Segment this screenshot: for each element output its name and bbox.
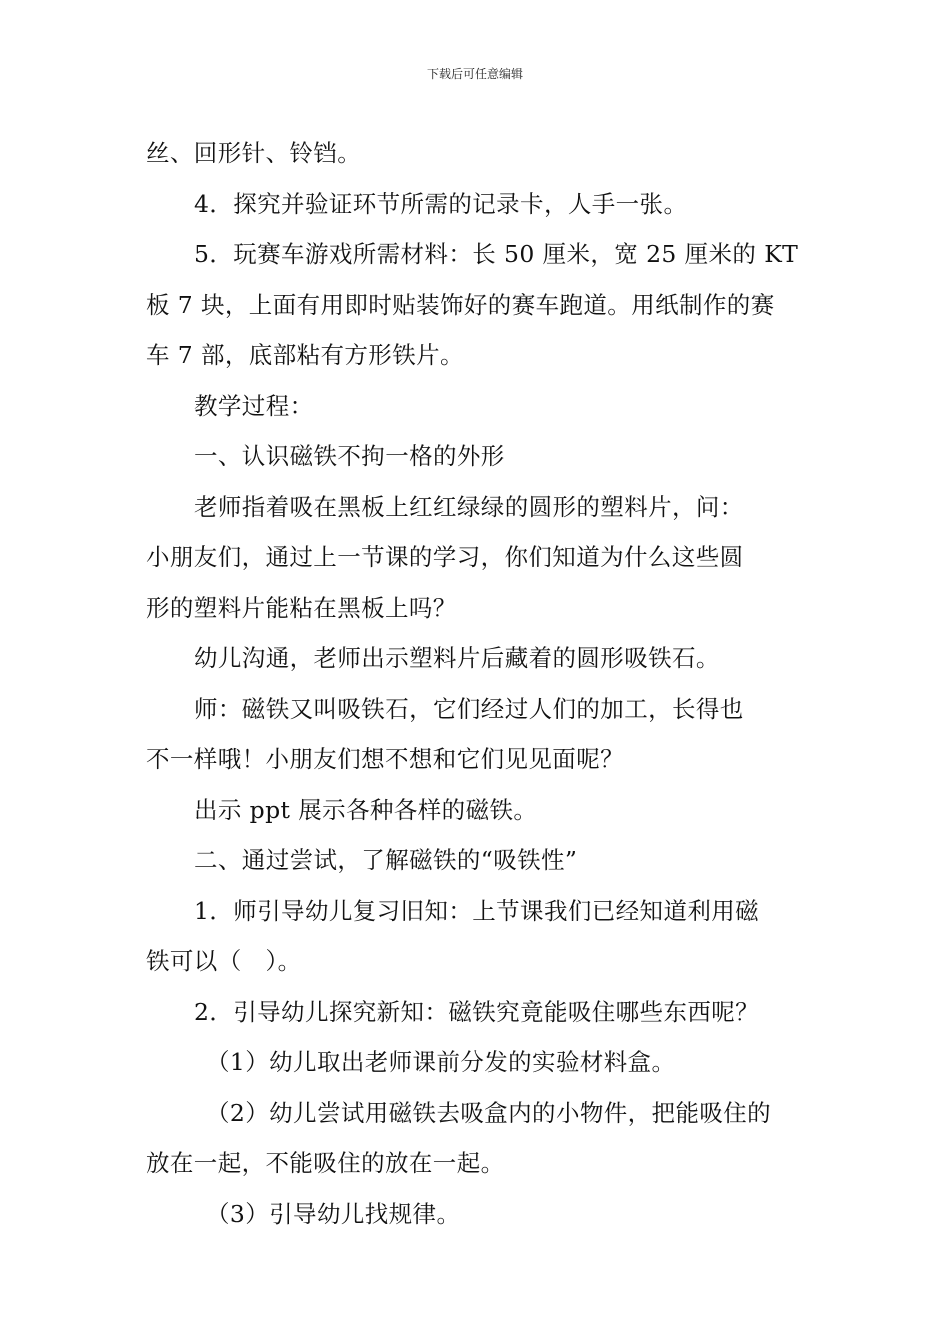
text-line: 铁可以（ ）。: [146, 947, 302, 975]
text-line: （3）引导幼儿找规律。: [206, 1199, 461, 1228]
text-line: 不一样哦！小朋友们想不想和它们见见面呢？: [146, 745, 624, 773]
text-line: 板 7 块，上面有用即时贴装饰好的赛车跑道。用纸制作的赛: [146, 290, 775, 319]
text-line: 车 7 部，底部粘有方形铁片。: [146, 341, 464, 369]
text-line: 老师指着吸在黑板上红红绿绿的圆形的塑料片，问：: [194, 492, 744, 521]
section-heading: 教学过程：: [194, 391, 314, 420]
text-line: 放在一起，不能吸住的放在一起。: [146, 1149, 505, 1177]
text-line: 师：磁铁又叫吸铁石，它们经过人们的加工，长得也: [194, 694, 744, 723]
text-line: 4．探究并验证环节所需的记录卡，人手一张。: [194, 189, 688, 218]
page-header: 下载后可任意编辑: [426, 67, 523, 81]
text-line: 幼儿沟通，老师出示塑料片后藏着的圆形吸铁石。: [194, 644, 720, 672]
text-line: 小朋友们，通过上一节课的学习，你们知道为什么这些圆: [146, 543, 744, 571]
text-line: 形的塑料片能粘在黑板上吗？: [146, 593, 457, 622]
section-heading: 二、通过尝试，了解磁铁的“吸铁性”: [194, 846, 578, 874]
document-body: [146, 128, 806, 1239]
text-line: 丝、回形针、铃铛。: [146, 139, 362, 167]
text-line: （1）幼儿取出老师课前分发的实验材料盒。: [206, 1048, 676, 1076]
text-line: 1．师引导幼儿复习旧知：上节课我们已经知道利用磁: [194, 896, 760, 925]
text-line: 5．玩赛车游戏所需材料：长 50 厘米，宽 25 厘米的 KT: [194, 240, 799, 268]
text-line: （2）幼儿尝试用磁铁去吸盒内的小物件，把能吸住的: [206, 1098, 772, 1127]
text-line: 2．引导幼儿探究新知：磁铁究竟能吸住哪些东西呢？: [194, 997, 760, 1026]
text-line: 出示 ppt 展示各种各样的磁铁。: [194, 795, 538, 824]
section-heading: 一、认识磁铁不拘一格的外形: [194, 442, 505, 470]
